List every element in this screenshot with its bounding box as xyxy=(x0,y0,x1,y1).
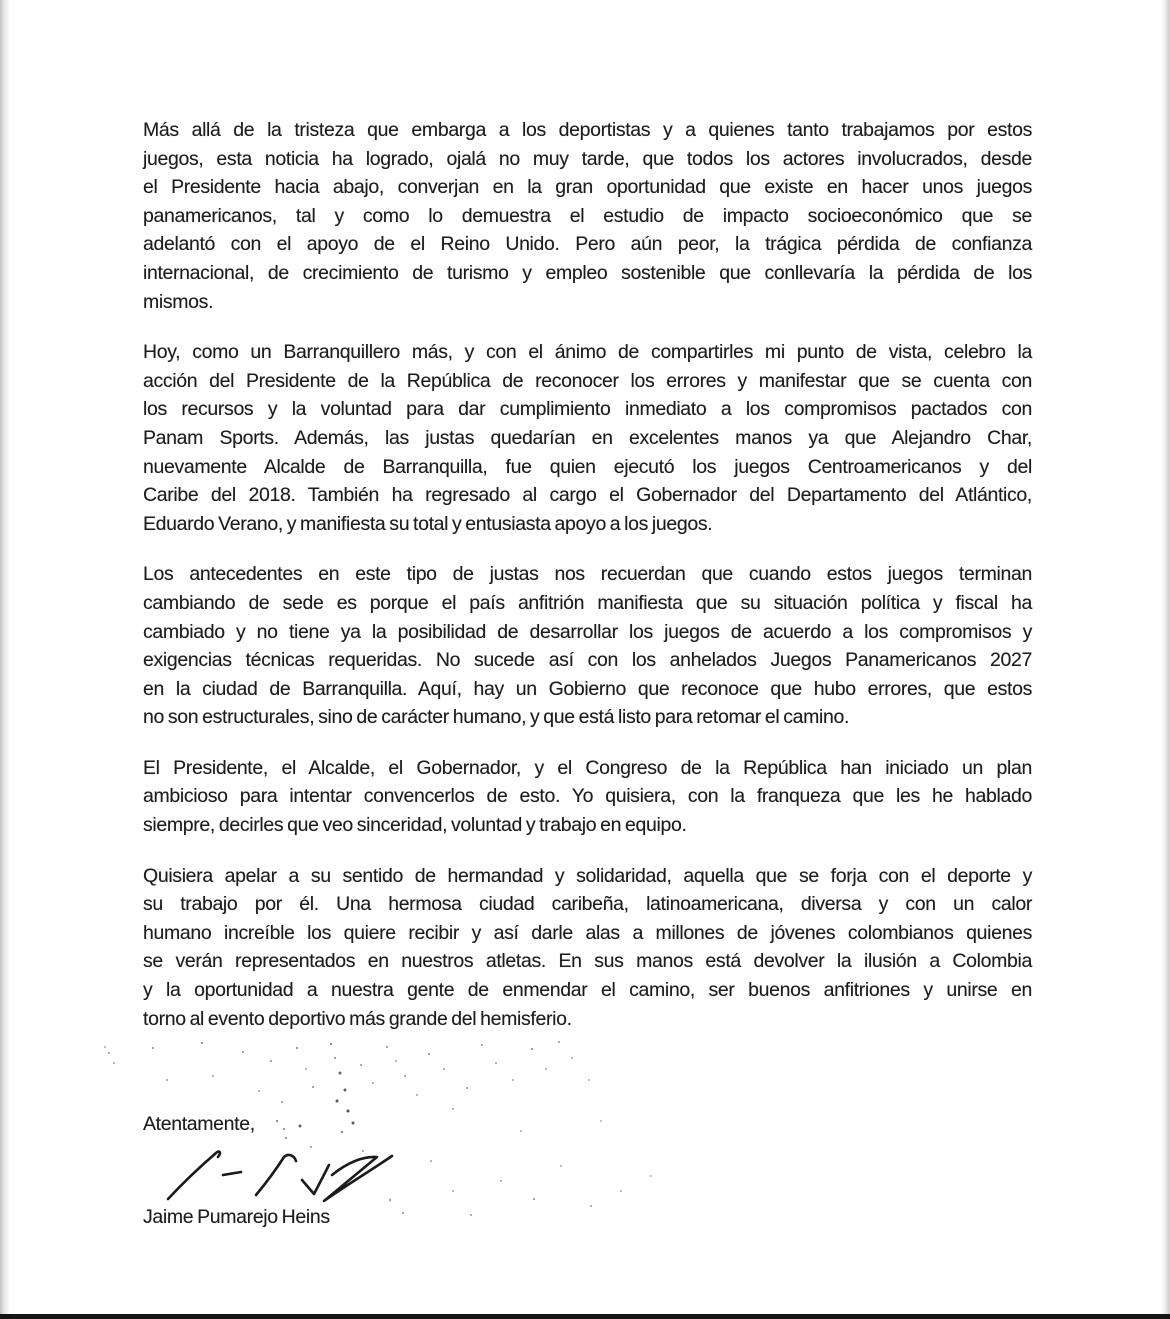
letter-line: cambiado y no tiene ya la posibilidad de desarrollar los juegos de acuerdo a los compromisos y xyxy=(143,620,1032,643)
letter-line: internacional, de crecimiento de turismo y empleo sostenible que conllevaría la pérdida de los xyxy=(143,261,1032,284)
letter-paragraph xyxy=(143,754,1032,840)
scan-edge-right xyxy=(1161,0,1170,1319)
letter-line: siempre, decirles que veo sinceridad, voluntad y trabajo en equipo. xyxy=(143,814,687,837)
letter-line: panamericanos, tal y como lo demuestra el estudio de impacto socioeconómico que se xyxy=(143,204,1032,227)
letter-line: acción del Presidente de la República de reconocer los errores y manifestar que se cuenta con xyxy=(143,369,1032,392)
letter-line: exigencias técnicas requeridas. No sucede así con los anhelados Juegos Panamericanos 2027 xyxy=(143,649,1032,672)
letter-line: torno al evento deportivo más grande del hemisferio. xyxy=(143,1007,572,1030)
letter-line: nuevamente Alcalde de Barranquilla, fue quien ejecutó los juegos Centroamericanos y del xyxy=(143,455,1032,478)
letter-line: en la ciudad de Barranquilla. Aquí, hay un Gobierno que reconoce que hubo errores, que estos xyxy=(143,677,1032,700)
letter-paragraph xyxy=(143,560,1032,732)
letter-line: mismos. xyxy=(143,290,214,313)
letter-line: se verán representados en nuestros atletas. En sus manos está devolver la ilusión a Colombia xyxy=(143,950,1032,973)
letter-line: ambicioso para intentar convencerlos de esto. Yo quisiera, con la franqueza que les he hablado xyxy=(143,785,1032,808)
letter-line: los recursos y la voluntad para dar cumplimiento inmediato a los compromisos pactados con xyxy=(143,398,1032,421)
letter-line: juegos, esta noticia ha logrado, ojalá no muy tarde, que todos los actores involucrados, desde xyxy=(143,147,1032,170)
letter-line: el Presidente hacia abajo, converjan en la gran oportunidad que existe en hacer unos juegos xyxy=(143,176,1032,199)
signature-icon xyxy=(156,1144,396,1206)
letter-line: El Presidente, el Alcalde, el Gobernador, y el Congreso de la República han iniciado un plan xyxy=(143,756,1032,779)
letter-paragraph xyxy=(143,116,1032,316)
letter-line: Eduardo Verano, y manifiesta su total y entusiasta apoyo a los juegos. xyxy=(143,512,713,535)
letter-line: no son estructurales, sino de carácter humano, y que está listo para retomar el camino. xyxy=(143,706,850,729)
letter-line: Caribe del 2018. También ha regresado al cargo el Gobernador del Departamento del Atlántico, xyxy=(143,484,1032,507)
letter-line: su trabajo por él. Una hermosa ciudad caribeña, latinoamericana, diversa y con un calor xyxy=(143,893,1032,916)
letter-line: Hoy, como un Barranquillero más, y con el ánimo de compartirles mi punto de vista, celebro la xyxy=(143,341,1032,364)
letter-line: adelantó con el apoyo de el Reino Unido. Pero aún peor, la trágica pérdida de confianza xyxy=(143,233,1032,256)
scan-edge-bottom-bar xyxy=(0,1314,1170,1319)
letter-paragraph xyxy=(143,338,1032,538)
letter-line: Los antecedentes en este tipo de justas nos recuerdan que cuando estos juegos terminan xyxy=(143,563,1032,586)
letter-line: humano increíble los quiere recibir y así darle alas a millones de jóvenes colombianos quienes xyxy=(143,921,1032,944)
scan-edge-left xyxy=(0,0,10,1319)
letter-line: cambiando de sede es porque el país anfitrión manifiesta que su situación política y fiscal ha xyxy=(143,591,1032,614)
letter-line: Quisiera apelar a su sentido de hermandad y solidaridad, aquella que se forja con el deporte y xyxy=(143,864,1032,887)
letter-line: y la oportunidad a nuestra gente de enmendar el camino, ser buenos anfitriones y unirse en xyxy=(143,979,1032,1002)
letter-paragraphs xyxy=(143,116,1032,1033)
letter-line: Más allá de la tristeza que embarga a los deportistas y a quienes tanto trabajamos por estos xyxy=(143,119,1032,141)
letter-line: Panam Sports. Además, las justas quedarían en excelentes manos ya que Alejandro Char, xyxy=(143,426,1032,449)
letter-paragraph xyxy=(143,862,1032,1034)
closing-salutation: Atentamente, xyxy=(143,1113,255,1136)
scanned-letter-page xyxy=(143,116,1032,1231)
signer-name: Jaime Pumarejo Heins xyxy=(143,1205,330,1228)
